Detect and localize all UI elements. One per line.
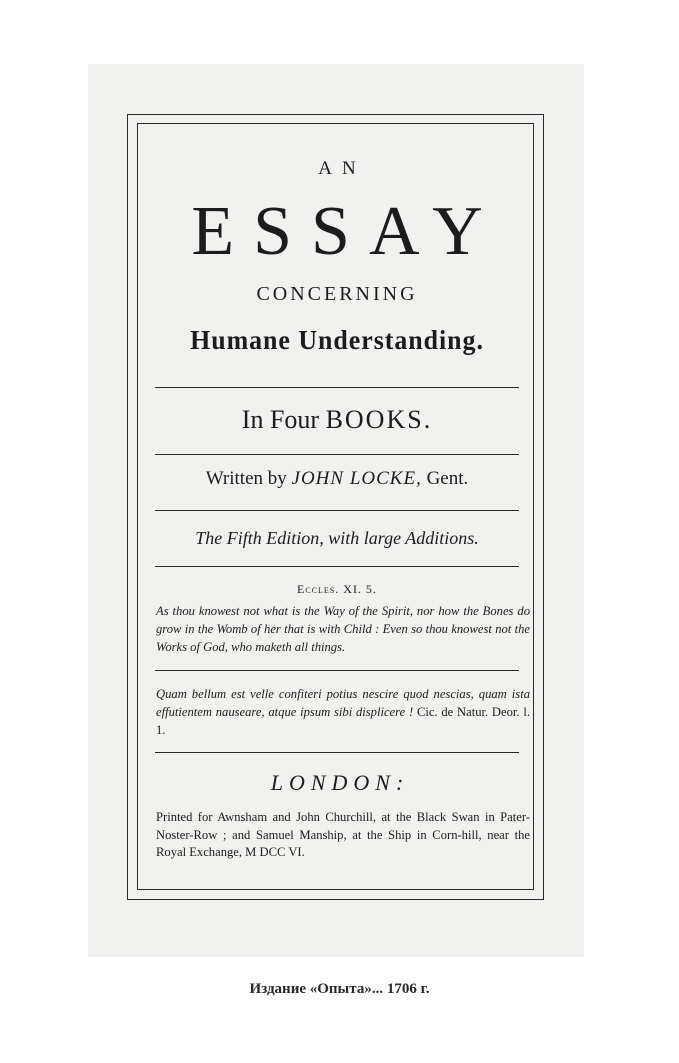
title-humane-understanding: Humane Understanding. <box>190 325 484 355</box>
rule-4 <box>155 566 519 567</box>
ecclesiastes-reference: Eccles. XI. 5. <box>297 582 377 596</box>
title-concerning: CONCERNING <box>256 283 418 305</box>
cicero-reference: Cic. de Natur. Deor. l. 1. <box>156 705 530 737</box>
cicero-quote <box>156 685 530 739</box>
ecclesiastes-quote: As thou knowest not what is the Way of the Spirit, nor how the Bones do grow in the Womb of her that is with Child : Even so thou knowest not the Works of God, who maketh all things. <box>156 604 530 654</box>
imprint-text: Printed for Awnsham and John Churchill, at the Black Swan in Pater-Noster-Row ; and Samuel Manship, at the Ship in Corn-hill, near the Royal Exchange, M DCC VI. <box>156 810 530 859</box>
books-prefix: In Four <box>241 405 326 434</box>
rule-5 <box>155 670 519 671</box>
rule-1 <box>155 387 519 388</box>
rule-6 <box>155 752 519 753</box>
imprint-city: LONDON: <box>270 770 410 795</box>
rule-2 <box>155 454 519 455</box>
books-caps: BOOKS. <box>325 405 433 434</box>
title-an: AN <box>318 158 366 179</box>
figure-caption: Издание «Опыта»... 1706 г. <box>249 981 430 997</box>
rule-3 <box>155 510 519 511</box>
title-essay: ESSAY <box>191 193 502 270</box>
written-by <box>146 468 528 490</box>
edition-note: The Fifth Edition, with large Additions. <box>195 528 479 548</box>
author-name: JOHN LOCKE, <box>291 468 422 489</box>
written-prefix: Written by <box>205 468 292 489</box>
in-four-books <box>146 405 528 435</box>
written-suffix: Gent. <box>421 468 469 489</box>
cicero-latin: Quam bellum est velle confiteri potius nescire quod nescias, quam ista effutientem nauseare, atque ipsum sibi displicere ! <box>156 687 530 719</box>
